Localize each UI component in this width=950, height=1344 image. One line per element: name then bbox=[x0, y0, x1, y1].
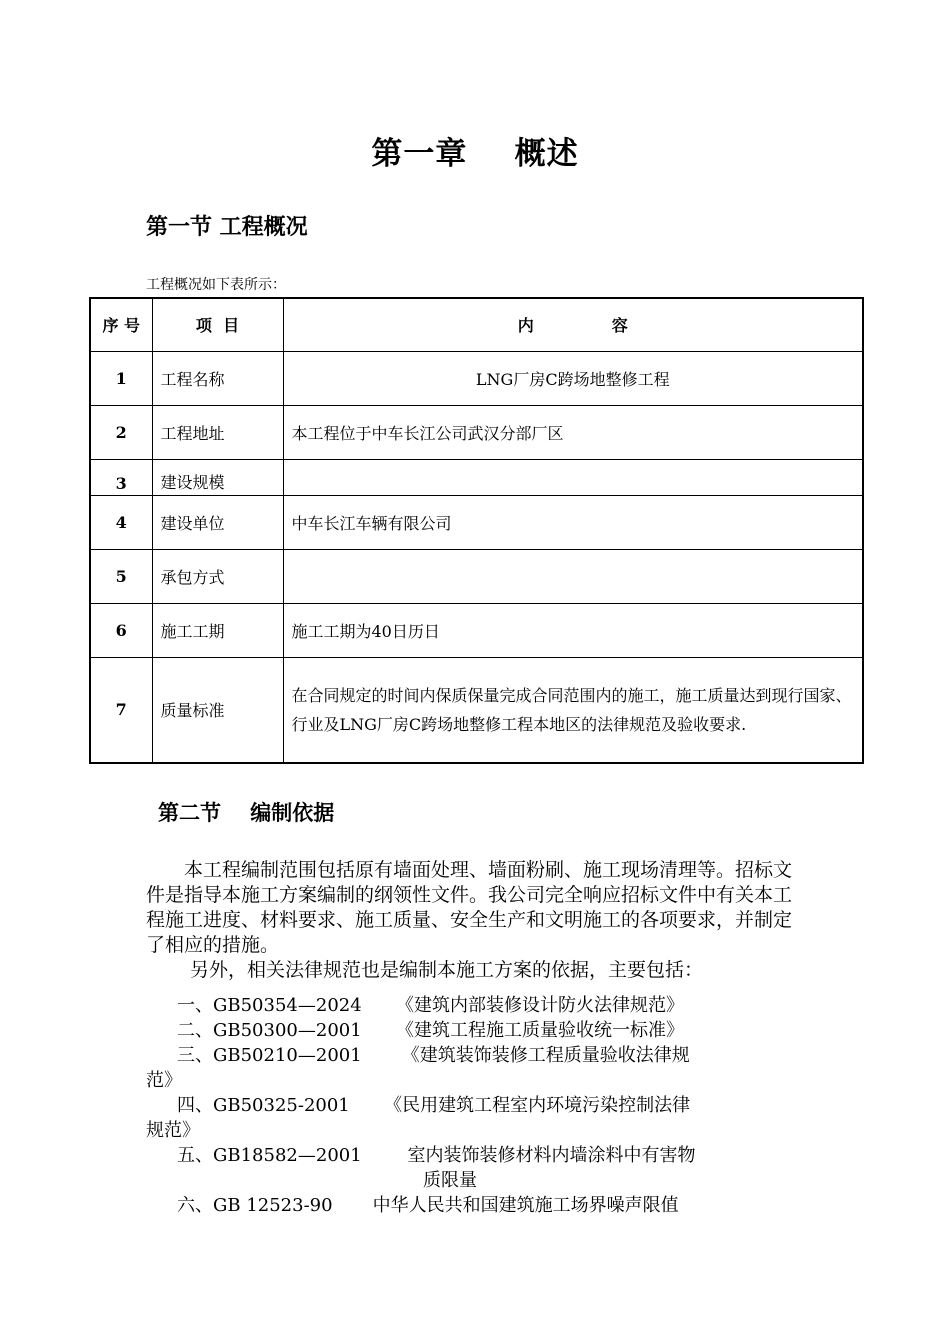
row-item: 建设单位 bbox=[152, 495, 283, 549]
standard-item-cont: 规范》 bbox=[146, 1120, 200, 1141]
header-item: 项 目 bbox=[152, 298, 283, 351]
row-content bbox=[283, 549, 863, 603]
row-content: 在合同规定的时间内保质保量完成合同范围内的施工，施工质量达到现行国家、行业及LNG厂房C跨场地整修工程本地区的法律规范及验收要求. bbox=[283, 657, 863, 763]
standard-item: 四、GB50325-2001 《民用建筑工程室内环境污染控制法律 bbox=[177, 1095, 691, 1116]
row-no: 7 bbox=[90, 657, 152, 763]
row-content: 施工工期为40日历日 bbox=[283, 603, 863, 657]
overview-table bbox=[89, 297, 864, 764]
row-item: 工程名称 bbox=[152, 351, 283, 405]
table-row bbox=[90, 459, 863, 495]
standard-item: 六、GB 12523-90 中华人民共和国建筑施工场界噪声限值 bbox=[177, 1195, 679, 1216]
row-no: 6 bbox=[90, 603, 152, 657]
section-title-overview: 第一节 工程概况 bbox=[146, 215, 308, 240]
standard-item: 一、GB50354—2024 《建筑内部装修设计防火法律规范》 bbox=[177, 995, 685, 1016]
standard-item: 五、GB18582—2001 室内装饰装修材料内墙涂料中有害物 bbox=[177, 1145, 696, 1166]
standard-item-cont: 质限量 bbox=[423, 1170, 477, 1191]
standard-item: 三、GB50210—2001 《建筑装饰装修工程质量验收法律规 bbox=[177, 1045, 690, 1066]
basis-paragraph: 本工程编制范围包括原有墙面处理、墙面粉刷、施工现场清理等。招标文件是指导本施工方案编制的纲领性文件。我公司完全响应招标文件中有关本工程施工进度、材料要求、施工质量、安全生产和文明施工的各项要求，并制定了相应的措施。 bbox=[146, 859, 793, 956]
table-row bbox=[90, 549, 863, 603]
header-no: 序 号 bbox=[90, 298, 152, 351]
row-no: 4 bbox=[90, 495, 152, 549]
row-item: 施工工期 bbox=[152, 603, 283, 657]
table-row bbox=[90, 495, 863, 549]
row-item: 工程地址 bbox=[152, 405, 283, 459]
table-row bbox=[90, 603, 863, 657]
row-item: 质量标准 bbox=[152, 657, 283, 763]
table-row bbox=[90, 657, 863, 763]
table-row bbox=[90, 351, 863, 405]
row-no: 1 bbox=[90, 351, 152, 405]
row-no: 2 bbox=[90, 405, 152, 459]
row-content: 本工程位于中车长江公司武汉分部厂区 bbox=[283, 405, 863, 459]
table-header-row bbox=[90, 298, 863, 351]
standard-item-cont: 范》 bbox=[146, 1070, 182, 1091]
standard-item: 二、GB50300—2001 《建筑工程施工质量验收统一标准》 bbox=[177, 1020, 685, 1041]
table-row bbox=[90, 405, 863, 459]
chapter-title: 第一章 概述 bbox=[371, 136, 579, 172]
row-item: 承包方式 bbox=[152, 549, 283, 603]
row-content: 中车长江车辆有限公司 bbox=[283, 495, 863, 549]
row-content bbox=[283, 459, 863, 495]
section-title-basis: 第二节 编制依据 bbox=[158, 801, 335, 825]
row-content: LNG厂房C跨场地整修工程 bbox=[283, 351, 863, 405]
table-intro: 工程概况如下表所示： bbox=[146, 277, 286, 293]
header-content: 内 容 bbox=[283, 298, 863, 351]
row-item: 建设规模 bbox=[152, 459, 283, 495]
basis-paragraph-2: 另外，相关法律规范也是编制本施工方案的依据，主要包括： bbox=[190, 959, 704, 981]
row-no: 5 bbox=[90, 549, 152, 603]
row-no: 3 bbox=[90, 459, 152, 495]
